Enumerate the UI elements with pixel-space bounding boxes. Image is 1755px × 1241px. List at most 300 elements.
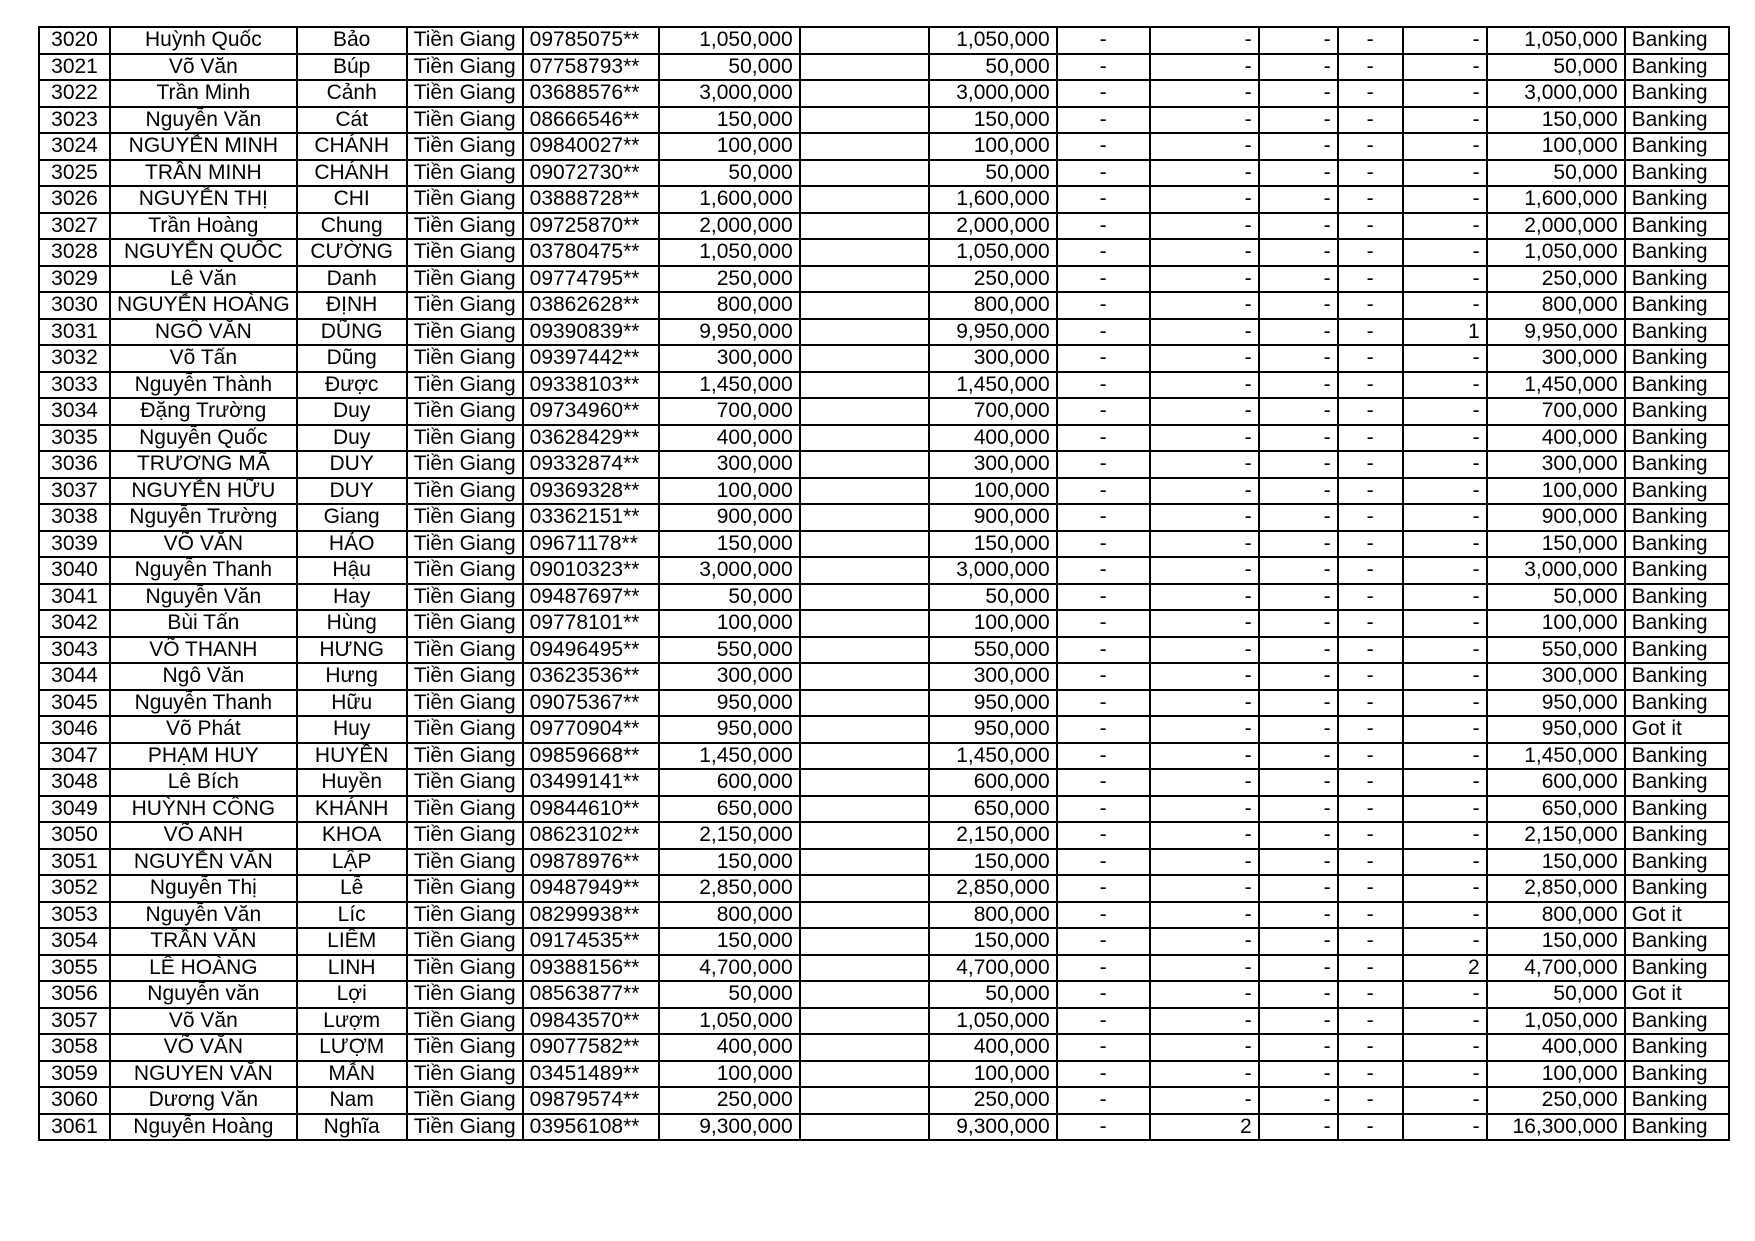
cell-surname: NGUYỄN QUỐC: [110, 239, 297, 266]
cell-surname: Huỳnh Quốc: [110, 27, 297, 54]
table-row: [39, 690, 1729, 717]
cell-surname: Võ Văn: [110, 1008, 297, 1035]
cell-blank: [800, 504, 929, 531]
table-row: [39, 902, 1729, 929]
cell-given-name: Líc: [297, 902, 407, 929]
cell-col-c: -: [1259, 557, 1338, 584]
cell-given-name: KHÁNH: [297, 796, 407, 823]
cell-blank: [800, 902, 929, 929]
cell-amount: 1,600,000: [659, 186, 800, 213]
cell-col-c: -: [1259, 133, 1338, 160]
cell-surname: Nguyễn văn: [110, 981, 297, 1008]
cell-province: Tiền Giang: [407, 743, 523, 770]
cell-amount-2: 950,000: [929, 716, 1057, 743]
cell-method: Banking: [1625, 610, 1729, 637]
table-row: [39, 160, 1729, 187]
cell-given-name: Huyền: [297, 769, 407, 796]
cell-col-a: -: [1057, 690, 1150, 717]
table-row: [39, 822, 1729, 849]
cell-phone: 03362151**: [523, 504, 659, 531]
cell-col-d: -: [1338, 54, 1403, 81]
cell-amount-2: 150,000: [929, 849, 1057, 876]
cell-amount-2: 900,000: [929, 504, 1057, 531]
cell-blank: [800, 27, 929, 54]
cell-surname: Võ Tấn: [110, 345, 297, 372]
cell-col-c: -: [1259, 796, 1338, 823]
cell-blank: [800, 1034, 929, 1061]
cell-surname: TRƯƠNG MÃ: [110, 451, 297, 478]
cell-col-e: -: [1403, 425, 1487, 452]
cell-col-d: -: [1338, 1034, 1403, 1061]
cell-col-a: -: [1057, 478, 1150, 505]
cell-surname: Lê Văn: [110, 266, 297, 293]
cell-total: 1,450,000: [1487, 743, 1625, 770]
cell-col-b: -: [1150, 822, 1259, 849]
cell-amount: 950,000: [659, 716, 800, 743]
cell-blank: [800, 398, 929, 425]
table-row: [39, 239, 1729, 266]
cell-province: Tiền Giang: [407, 133, 523, 160]
cell-given-name: Búp: [297, 54, 407, 81]
cell-col-b: -: [1150, 955, 1259, 982]
cell-col-a: -: [1057, 80, 1150, 107]
cell-method: Banking: [1625, 107, 1729, 134]
cell-col-c: -: [1259, 54, 1338, 81]
cell-col-e: -: [1403, 1034, 1487, 1061]
cell-amount-2: 550,000: [929, 637, 1057, 664]
cell-amount-2: 2,000,000: [929, 213, 1057, 240]
cell-col-c: -: [1259, 186, 1338, 213]
cell-col-c: -: [1259, 160, 1338, 187]
cell-surname: Dương Văn: [110, 1087, 297, 1114]
cell-method: Banking: [1625, 425, 1729, 452]
cell-amount: 900,000: [659, 504, 800, 531]
cell-col-e: -: [1403, 769, 1487, 796]
cell-total: 150,000: [1487, 107, 1625, 134]
cell-province: Tiền Giang: [407, 981, 523, 1008]
cell-col-a: -: [1057, 796, 1150, 823]
cell-row-number: 3051: [39, 849, 110, 876]
cell-col-c: -: [1259, 80, 1338, 107]
cell-province: Tiền Giang: [407, 610, 523, 637]
cell-total: 800,000: [1487, 902, 1625, 929]
cell-col-a: -: [1057, 716, 1150, 743]
cell-province: Tiền Giang: [407, 531, 523, 558]
table-row: [39, 266, 1729, 293]
cell-phone: 09843570**: [523, 1008, 659, 1035]
cell-col-a: -: [1057, 743, 1150, 770]
cell-col-b: -: [1150, 716, 1259, 743]
cell-province: Tiền Giang: [407, 928, 523, 955]
cell-col-e: -: [1403, 1087, 1487, 1114]
cell-method: Banking: [1625, 1008, 1729, 1035]
cell-col-a: -: [1057, 504, 1150, 531]
cell-col-a: -: [1057, 557, 1150, 584]
cell-province: Tiền Giang: [407, 54, 523, 81]
cell-phone: 08563877**: [523, 981, 659, 1008]
cell-total: 1,600,000: [1487, 186, 1625, 213]
cell-col-d: -: [1338, 345, 1403, 372]
cell-blank: [800, 690, 929, 717]
cell-amount: 1,050,000: [659, 239, 800, 266]
cell-col-c: -: [1259, 1087, 1338, 1114]
cell-blank: [800, 186, 929, 213]
cell-blank: [800, 160, 929, 187]
cell-given-name: Lễ: [297, 875, 407, 902]
cell-row-number: 3043: [39, 637, 110, 664]
cell-col-a: -: [1057, 928, 1150, 955]
cell-method: Banking: [1625, 398, 1729, 425]
cell-amount-2: 100,000: [929, 610, 1057, 637]
cell-col-d: -: [1338, 875, 1403, 902]
cell-col-b: -: [1150, 160, 1259, 187]
cell-province: Tiền Giang: [407, 186, 523, 213]
cell-col-d: -: [1338, 637, 1403, 664]
cell-col-e: -: [1403, 1061, 1487, 1088]
cell-amount-2: 650,000: [929, 796, 1057, 823]
cell-col-b: -: [1150, 1061, 1259, 1088]
cell-col-c: -: [1259, 690, 1338, 717]
cell-surname: Nguyễn Thanh: [110, 557, 297, 584]
table-row: [39, 54, 1729, 81]
cell-amount-2: 100,000: [929, 1061, 1057, 1088]
cell-given-name: Nam: [297, 1087, 407, 1114]
cell-row-number: 3048: [39, 769, 110, 796]
cell-amount-2: 2,150,000: [929, 822, 1057, 849]
cell-surname: NGUYỄN HỮU: [110, 478, 297, 505]
cell-surname: Trần Minh: [110, 80, 297, 107]
cell-col-a: -: [1057, 213, 1150, 240]
cell-surname: VÕ VĂN: [110, 1034, 297, 1061]
cell-col-b: -: [1150, 266, 1259, 293]
cell-amount: 4,700,000: [659, 955, 800, 982]
table-row: [39, 425, 1729, 452]
cell-amount: 100,000: [659, 610, 800, 637]
cell-blank: [800, 425, 929, 452]
cell-col-c: -: [1259, 1034, 1338, 1061]
cell-col-b: -: [1150, 690, 1259, 717]
cell-method: Banking: [1625, 1034, 1729, 1061]
cell-phone: 09072730**: [523, 160, 659, 187]
cell-province: Tiền Giang: [407, 478, 523, 505]
cell-col-e: 1: [1403, 319, 1487, 346]
cell-row-number: 3045: [39, 690, 110, 717]
cell-row-number: 3031: [39, 319, 110, 346]
cell-col-d: -: [1338, 1008, 1403, 1035]
cell-surname: NGUYỄN MINH: [110, 133, 297, 160]
cell-total: 150,000: [1487, 928, 1625, 955]
cell-col-c: -: [1259, 319, 1338, 346]
cell-blank: [800, 769, 929, 796]
cell-col-d: -: [1338, 213, 1403, 240]
cell-given-name: KHOA: [297, 822, 407, 849]
cell-col-c: -: [1259, 902, 1338, 929]
cell-col-b: -: [1150, 372, 1259, 399]
cell-amount-2: 1,050,000: [929, 1008, 1057, 1035]
cell-col-e: -: [1403, 822, 1487, 849]
cell-col-b: -: [1150, 133, 1259, 160]
cell-col-b: -: [1150, 504, 1259, 531]
cell-col-e: -: [1403, 133, 1487, 160]
cell-amount: 1,050,000: [659, 1008, 800, 1035]
cell-col-e: -: [1403, 981, 1487, 1008]
cell-phone: 03956108**: [523, 1114, 659, 1141]
cell-col-a: -: [1057, 345, 1150, 372]
cell-total: 3,000,000: [1487, 557, 1625, 584]
cell-col-a: -: [1057, 902, 1150, 929]
cell-surname: Ngô Văn: [110, 663, 297, 690]
cell-phone: 03623536**: [523, 663, 659, 690]
cell-col-a: -: [1057, 875, 1150, 902]
cell-blank: [800, 584, 929, 611]
cell-blank: [800, 557, 929, 584]
cell-amount-2: 1,050,000: [929, 27, 1057, 54]
table-row: [39, 1061, 1729, 1088]
cell-phone: 09859668**: [523, 743, 659, 770]
cell-province: Tiền Giang: [407, 80, 523, 107]
cell-amount: 2,150,000: [659, 822, 800, 849]
cell-total: 600,000: [1487, 769, 1625, 796]
table-row: [39, 27, 1729, 54]
cell-surname: Lê Bích: [110, 769, 297, 796]
cell-blank: [800, 610, 929, 637]
cell-col-b: -: [1150, 796, 1259, 823]
cell-col-e: -: [1403, 239, 1487, 266]
cell-blank: [800, 478, 929, 505]
cell-row-number: 3029: [39, 266, 110, 293]
cell-blank: [800, 213, 929, 240]
cell-col-b: -: [1150, 1008, 1259, 1035]
cell-amount: 300,000: [659, 451, 800, 478]
cell-col-a: -: [1057, 584, 1150, 611]
cell-amount-2: 100,000: [929, 478, 1057, 505]
cell-total: 2,000,000: [1487, 213, 1625, 240]
cell-phone: 09390839**: [523, 319, 659, 346]
cell-col-c: -: [1259, 610, 1338, 637]
cell-col-c: -: [1259, 743, 1338, 770]
cell-col-b: -: [1150, 928, 1259, 955]
cell-method: Banking: [1625, 531, 1729, 558]
cell-phone: 03499141**: [523, 769, 659, 796]
cell-given-name: LẬP: [297, 849, 407, 876]
cell-col-a: -: [1057, 663, 1150, 690]
cell-col-c: -: [1259, 981, 1338, 1008]
cell-col-e: -: [1403, 663, 1487, 690]
cell-blank: [800, 796, 929, 823]
cell-amount: 2,850,000: [659, 875, 800, 902]
cell-col-e: -: [1403, 928, 1487, 955]
cell-col-e: -: [1403, 372, 1487, 399]
cell-method: Banking: [1625, 239, 1729, 266]
cell-col-d: -: [1338, 27, 1403, 54]
cell-blank: [800, 743, 929, 770]
cell-col-c: -: [1259, 849, 1338, 876]
cell-method: Banking: [1625, 584, 1729, 611]
cell-col-e: -: [1403, 1114, 1487, 1141]
table-row: [39, 584, 1729, 611]
cell-province: Tiền Giang: [407, 690, 523, 717]
cell-amount-2: 1,450,000: [929, 372, 1057, 399]
cell-total: 50,000: [1487, 54, 1625, 81]
cell-surname: NGUYỄN HOÀNG: [110, 292, 297, 319]
cell-phone: 09671178**: [523, 531, 659, 558]
cell-surname: Nguyễn Trường: [110, 504, 297, 531]
cell-amount: 50,000: [659, 981, 800, 1008]
cell-amount-2: 50,000: [929, 54, 1057, 81]
table-row: [39, 213, 1729, 240]
cell-amount-2: 100,000: [929, 133, 1057, 160]
cell-col-a: -: [1057, 1034, 1150, 1061]
cell-col-e: -: [1403, 637, 1487, 664]
cell-method: Banking: [1625, 849, 1729, 876]
cell-amount: 100,000: [659, 478, 800, 505]
cell-phone: 03862628**: [523, 292, 659, 319]
table-row: [39, 1008, 1729, 1035]
cell-col-b: -: [1150, 849, 1259, 876]
table-row: [39, 504, 1729, 531]
cell-surname: LÊ HOÀNG: [110, 955, 297, 982]
cell-col-b: -: [1150, 451, 1259, 478]
cell-amount: 1,050,000: [659, 27, 800, 54]
cell-method: Banking: [1625, 796, 1729, 823]
cell-col-a: -: [1057, 1061, 1150, 1088]
cell-amount-2: 2,850,000: [929, 875, 1057, 902]
cell-col-c: -: [1259, 822, 1338, 849]
cell-row-number: 3059: [39, 1061, 110, 1088]
cell-col-d: -: [1338, 928, 1403, 955]
cell-amount-2: 250,000: [929, 1087, 1057, 1114]
cell-col-a: -: [1057, 531, 1150, 558]
cell-surname: Trần Hoàng: [110, 213, 297, 240]
cell-col-c: -: [1259, 716, 1338, 743]
cell-col-c: -: [1259, 451, 1338, 478]
cell-row-number: 3053: [39, 902, 110, 929]
table-row: [39, 928, 1729, 955]
cell-col-b: -: [1150, 584, 1259, 611]
cell-amount: 50,000: [659, 54, 800, 81]
cell-amount-2: 150,000: [929, 531, 1057, 558]
table-row: [39, 133, 1729, 160]
cell-col-d: -: [1338, 319, 1403, 346]
cell-province: Tiền Giang: [407, 425, 523, 452]
cell-row-number: 3055: [39, 955, 110, 982]
cell-col-c: -: [1259, 107, 1338, 134]
cell-col-a: -: [1057, 266, 1150, 293]
cell-given-name: Lợi: [297, 981, 407, 1008]
cell-total: 800,000: [1487, 292, 1625, 319]
cell-phone: 09778101**: [523, 610, 659, 637]
cell-total: 1,050,000: [1487, 1008, 1625, 1035]
cell-col-c: -: [1259, 1114, 1338, 1141]
cell-col-d: -: [1338, 239, 1403, 266]
cell-amount-2: 800,000: [929, 292, 1057, 319]
cell-surname: NGUYỄN VĂN: [110, 849, 297, 876]
cell-province: Tiền Giang: [407, 796, 523, 823]
cell-given-name: HƯNG: [297, 637, 407, 664]
cell-method: Banking: [1625, 451, 1729, 478]
cell-total: 400,000: [1487, 425, 1625, 452]
cell-col-b: -: [1150, 319, 1259, 346]
cell-col-e: -: [1403, 1008, 1487, 1035]
cell-row-number: 3057: [39, 1008, 110, 1035]
cell-method: Banking: [1625, 319, 1729, 346]
cell-total: 250,000: [1487, 266, 1625, 293]
cell-col-e: -: [1403, 213, 1487, 240]
cell-method: Banking: [1625, 54, 1729, 81]
cell-amount: 150,000: [659, 531, 800, 558]
cell-col-c: -: [1259, 584, 1338, 611]
cell-col-c: -: [1259, 398, 1338, 425]
cell-col-b: -: [1150, 902, 1259, 929]
cell-col-d: -: [1338, 504, 1403, 531]
cell-amount-2: 1,450,000: [929, 743, 1057, 770]
cell-col-b: -: [1150, 80, 1259, 107]
cell-phone: 09770904**: [523, 716, 659, 743]
cell-amount: 950,000: [659, 690, 800, 717]
cell-row-number: 3024: [39, 133, 110, 160]
cell-amount-2: 9,300,000: [929, 1114, 1057, 1141]
cell-col-c: -: [1259, 663, 1338, 690]
cell-col-e: -: [1403, 610, 1487, 637]
cell-col-e: -: [1403, 451, 1487, 478]
cell-province: Tiền Giang: [407, 1061, 523, 1088]
cell-row-number: 3040: [39, 557, 110, 584]
cell-given-name: MẪN: [297, 1061, 407, 1088]
cell-col-e: -: [1403, 80, 1487, 107]
cell-phone: 09785075**: [523, 27, 659, 54]
cell-total: 100,000: [1487, 1061, 1625, 1088]
cell-surname: TRẦN VĂN: [110, 928, 297, 955]
cell-surname: VÕ THANH: [110, 637, 297, 664]
cell-phone: 03780475**: [523, 239, 659, 266]
cell-col-c: -: [1259, 1061, 1338, 1088]
cell-total: 300,000: [1487, 345, 1625, 372]
cell-col-e: 2: [1403, 955, 1487, 982]
cell-col-a: -: [1057, 186, 1150, 213]
cell-total: 1,050,000: [1487, 239, 1625, 266]
cell-col-b: -: [1150, 981, 1259, 1008]
cell-blank: [800, 1114, 929, 1141]
cell-given-name: LIÊM: [297, 928, 407, 955]
cell-blank: [800, 531, 929, 558]
cell-total: 1,050,000: [1487, 27, 1625, 54]
cell-amount: 1,450,000: [659, 743, 800, 770]
cell-col-a: -: [1057, 160, 1150, 187]
cell-col-e: -: [1403, 27, 1487, 54]
cell-given-name: DUY: [297, 478, 407, 505]
cell-amount: 9,950,000: [659, 319, 800, 346]
cell-phone: 03888728**: [523, 186, 659, 213]
cell-col-c: -: [1259, 769, 1338, 796]
cell-total: 2,850,000: [1487, 875, 1625, 902]
cell-given-name: Hưng: [297, 663, 407, 690]
table-body: [39, 27, 1729, 1140]
cell-col-d: -: [1338, 398, 1403, 425]
table-row: [39, 716, 1729, 743]
cell-total: 50,000: [1487, 160, 1625, 187]
table-row: [39, 478, 1729, 505]
cell-phone: 09496495**: [523, 637, 659, 664]
cell-method: Banking: [1625, 292, 1729, 319]
cell-method: Banking: [1625, 504, 1729, 531]
cell-row-number: 3050: [39, 822, 110, 849]
cell-row-number: 3058: [39, 1034, 110, 1061]
cell-province: Tiền Giang: [407, 875, 523, 902]
cell-phone: 09725870**: [523, 213, 659, 240]
cell-col-e: -: [1403, 849, 1487, 876]
cell-row-number: 3033: [39, 372, 110, 399]
cell-row-number: 3037: [39, 478, 110, 505]
